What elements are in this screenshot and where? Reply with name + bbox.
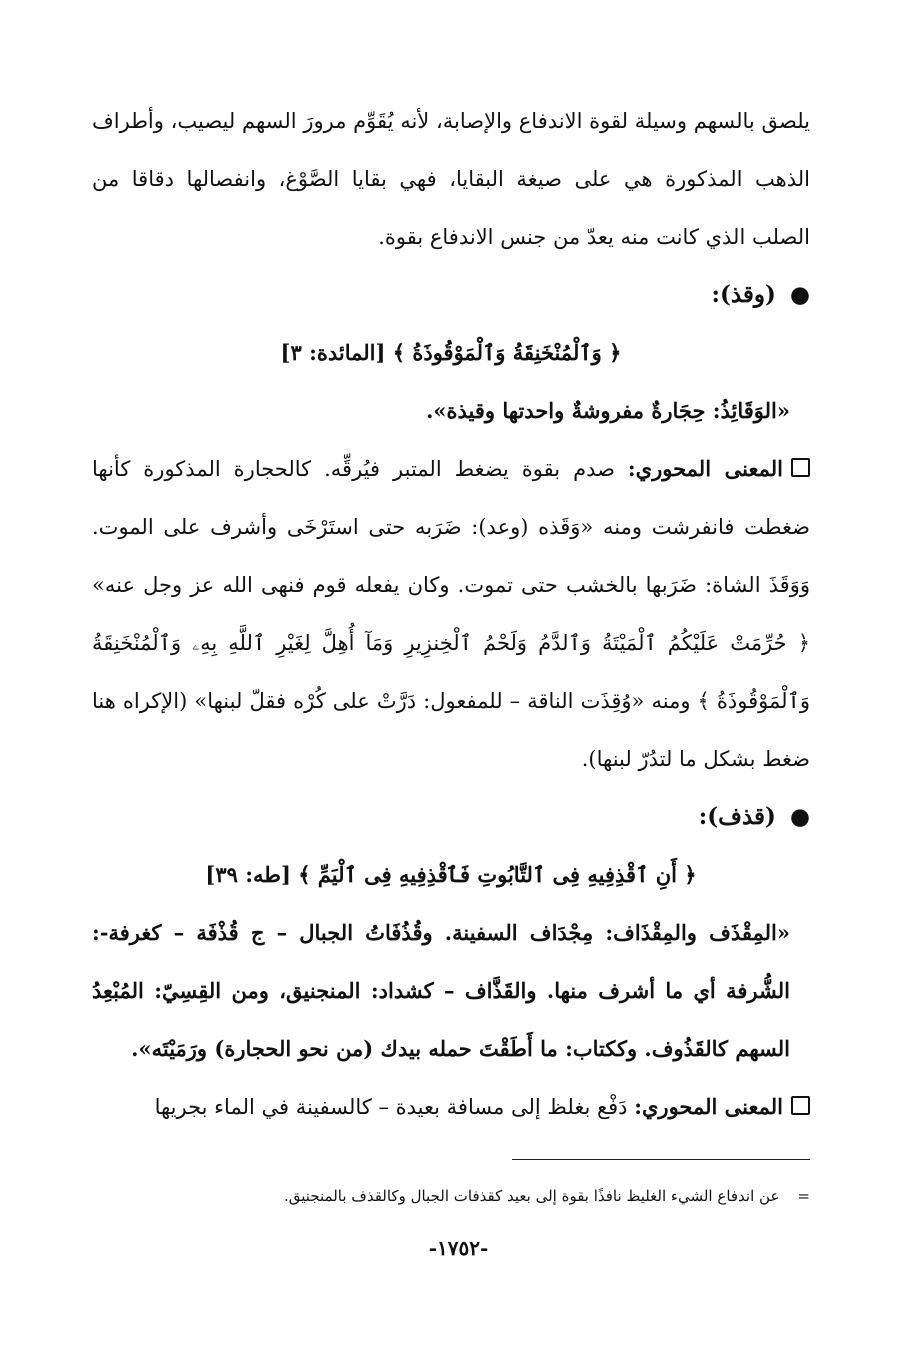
core-meaning-paragraph [92,440,810,788]
main-text [92,92,810,1136]
entry-heading-waqadh [92,266,810,324]
paragraph-continuation: يلصق بالسهم وسيلة لقوة الاندفاع والإصابة، لأنه يُقَوِّم مرورَ السهم ليصيب، وأطراف الذهب المذكورة هي على صيغة البقايا، فهي بقايا الصَّوْغ، وانفصالها دقاقا من الصلب الذي كانت منه يعدّ من جنس الاندفاع بقوة. [92,109,810,249]
lexical-quote: «المِقْذَف والمِقْذَاف: مِجْدَاف السفينة. وقُذُفَاتُ الجبال – ج قُذْفَة – كغرفة-: الشُّرفة أي ما أشرف منها. والقَذَّاف – كشداد: المنجنيق، ومن القِسِيّ: المُبْعِدُ السهم كالقَذُوف. وككتاب: ما أَطَقْتَ حمله بيدك (من نحو الحجارة) ورَمَيْتَه». [92,920,790,1061]
square-box-icon [791,458,810,477]
core-meaning-label: المعنى المحوري: [634,1094,783,1119]
core-meaning-text: صدم بقوة يضغط المتبر فيُرقِّه. كالحجارة المذكورة كأنها ضغطت فانفرشت ومنه «وَقَذه (وعد): ضَرَبه حتى استَرْخَى وأشرف على الموت. وَوَقَذَ الشاة: ضَرَبها بالخشب حتى تموت. وكان يفعله قوم فنهى الله عز وجل عنه» ﴿ حُرِّمَتْ عَلَيْكُمُ ٱلْمَيْتَةُ وَٱلدَّمُ وَلَحْمُ ٱلْخِنزِيرِ وَمَآ أُهِلَّ لِغَيْرِ ٱللَّهِ بِهِۦ وَٱلْمُنْخَنِقَةُ وَٱلْمَوْقُوذَةُ ﴾ ومنه «وُقِذَت الناقة – للمفعول: دَرَّتْ على كُرْه فقلّ لبنها» (الإكراه هنا ضغط بشكل ما لتدُرّ لبنها). [92,457,810,771]
lexical-quote: «الوَقَائِذُ: حِجَارةٌ مفروشةٌ واحدتها وقيذة». [426,398,790,423]
footnote-marker: = [797,1187,810,1205]
entry-heading-qadhf [92,788,810,846]
entry-heading-label: (قذف): [698,803,776,830]
core-meaning-text: دَفْع بغلظ إلى مسافة بعيدة – كالسفينة في الماء بجريها [154,1095,628,1119]
page-number: -١٧٥٢- [428,1236,489,1260]
core-meaning-paragraph [92,1078,810,1136]
core-meaning-label: المعنى المحوري: [627,456,783,481]
quran-verse: ﴿ أَنِ ٱقْذِفِيهِ فِى ٱلتَّابُوتِ فَٱقْذِفِيهِ فِى ٱلْيَمِّ ﴾ [طه: ٣٩] [205,862,697,887]
bullet-icon: ● [789,803,810,830]
quran-verse: ﴿ وَٱلْمُنْخَنِقَةُ وَٱلْمَوْقُوذَةُ ﴾ [المائدة: ٣] [280,340,622,365]
entry-heading-label: (وقذ): [711,281,776,308]
square-box-icon [791,1096,810,1115]
footnote-text: عن اندفاع الشيء الغليظ نافذًا بقوة إلى بعيد كقذفات الجبال وكالقذف بالمنجنيق. [283,1187,780,1205]
footnote-divider [512,1159,810,1160]
bullet-icon: ● [789,281,810,308]
footnote [150,1183,810,1209]
